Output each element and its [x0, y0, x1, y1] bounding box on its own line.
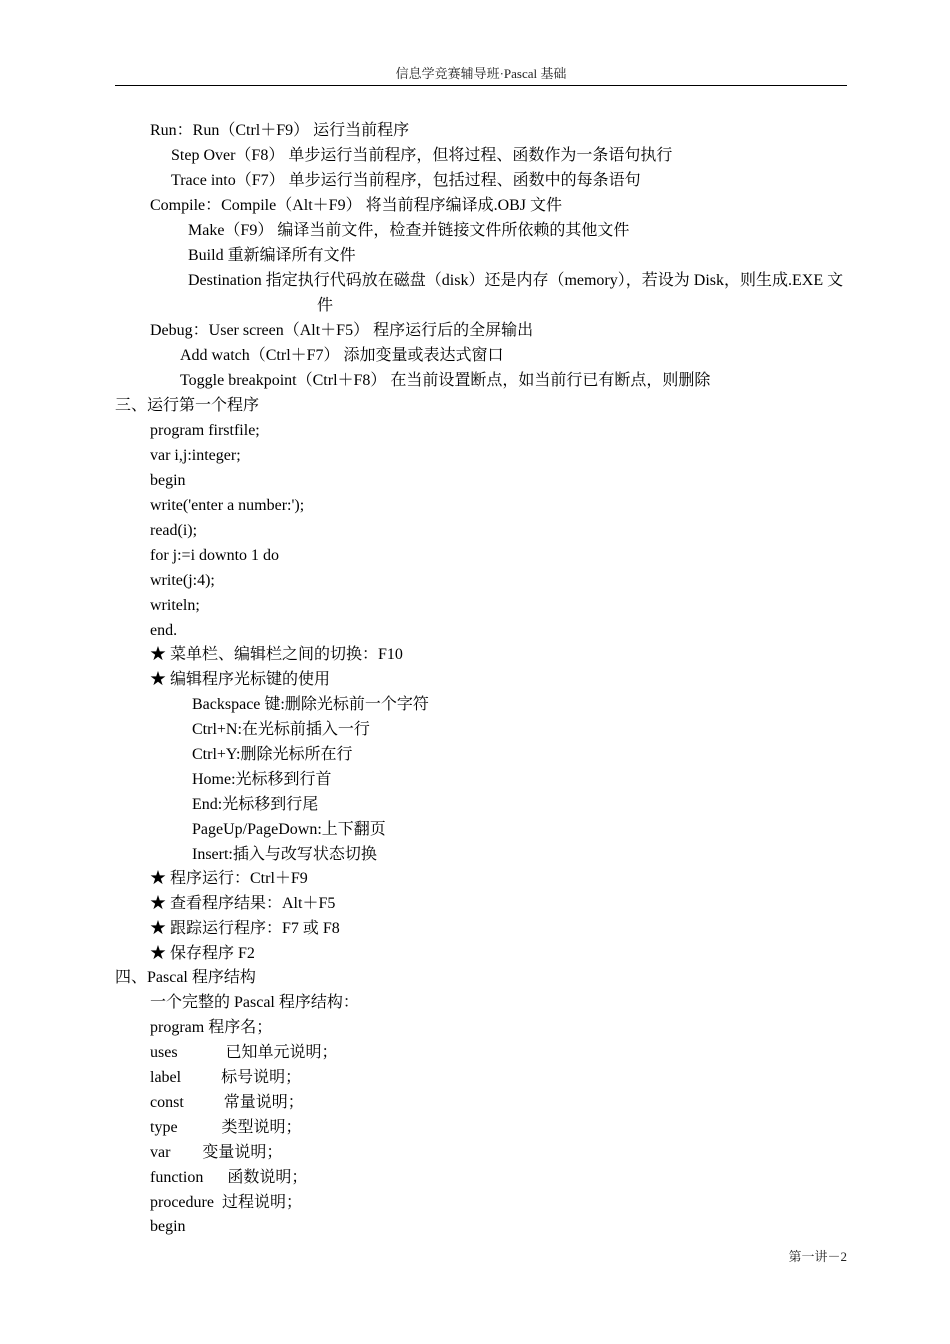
code-line: var i,j:integer;	[150, 447, 241, 464]
text-line: const 常量说明；	[150, 1094, 304, 1111]
text-line: Build 重新编译所有文件	[188, 247, 356, 264]
text-line: Ctrl+Y:删除光标所在行	[192, 746, 353, 763]
bullet-item: ★ 程序运行：Ctrl＋F9	[150, 870, 308, 887]
code-line: end.	[150, 622, 178, 639]
text-line: Toggle breakpoint（Ctrl＋F8） 在当前设置断点，如当前行已有断点，则删除	[180, 372, 711, 389]
bullet-item: ★ 菜单栏、编辑栏之间的切换：F10	[150, 646, 403, 663]
text-line: Make（F9） 编译当前文件，检查并链接文件所依赖的其他文件	[188, 222, 630, 239]
text-line: Home:光标移到行首	[192, 771, 332, 788]
text-line: Ctrl+N:在光标前插入一行	[192, 721, 370, 738]
text-line: Add watch（Ctrl＋F7） 添加变量或表达式窗口	[180, 347, 504, 364]
text-line: 一个完整的 Pascal 程序结构：	[150, 994, 359, 1011]
section-heading: 四、Pascal 程序结构	[115, 969, 256, 986]
text-line: Compile：Compile（Alt＋F9） 将当前程序编译成.OBJ 文件	[150, 197, 563, 214]
code-line: program firstfile;	[150, 422, 260, 439]
text-line: Step Over（F8） 单步运行当前程序，但将过程、函数作为一条语句执行	[171, 147, 673, 164]
text-line: label 标号说明；	[150, 1069, 302, 1086]
text-line: program 程序名；	[150, 1019, 273, 1036]
code-line: for j:=i downto 1 do	[150, 547, 280, 564]
code-line: read(i);	[150, 522, 198, 539]
text-line: 件	[317, 297, 334, 314]
text-line: Backspace 键:删除光标前一个字符	[192, 696, 429, 713]
bullet-item: ★ 保存程序 F2	[150, 945, 255, 962]
code-line: begin	[150, 472, 186, 489]
text-line: Trace into（F7） 单步运行当前程序，包括过程、函数中的每条语句	[171, 172, 641, 189]
text-line: procedure 过程说明；	[150, 1194, 302, 1211]
text-line: Insert:插入与改写状态切换	[192, 846, 377, 863]
text-line: Run：Run（Ctrl＋F9） 运行当前程序	[150, 122, 410, 139]
text-line: End:光标移到行尾	[192, 796, 319, 813]
bullet-item: ★ 查看程序结果：Alt＋F5	[150, 895, 336, 912]
text-line: var 变量说明；	[150, 1144, 283, 1161]
page-number: 第一讲－2	[788, 1249, 847, 1264]
code-line: writeln;	[150, 597, 200, 614]
code-line: write('enter a number:');	[150, 497, 305, 514]
text-line: PageUp/PageDown:上下翻页	[192, 821, 386, 838]
section-heading: 三、运行第一个程序	[115, 397, 260, 414]
text-line: begin	[150, 1218, 186, 1235]
text-line: Debug：User screen（Alt＋F5） 程序运行后的全屏输出	[150, 322, 534, 339]
text-line: uses 已知单元说明；	[150, 1044, 338, 1061]
text-line: Destination 指定执行代码放在磁盘（disk）还是内存（memory），若设为 Disk，则生成.EXE 文	[188, 272, 844, 289]
text-line: function 函数说明；	[150, 1169, 308, 1186]
code-line: write(j:4);	[150, 572, 215, 589]
page-header: 信息学竞赛辅导班·Pascal 基础	[115, 64, 847, 86]
bullet-item: ★ 跟踪运行程序：F7 或 F8	[150, 920, 340, 937]
text-line: type 类型说明；	[150, 1119, 302, 1136]
bullet-item: ★ 编辑程序光标键的使用	[150, 671, 331, 688]
